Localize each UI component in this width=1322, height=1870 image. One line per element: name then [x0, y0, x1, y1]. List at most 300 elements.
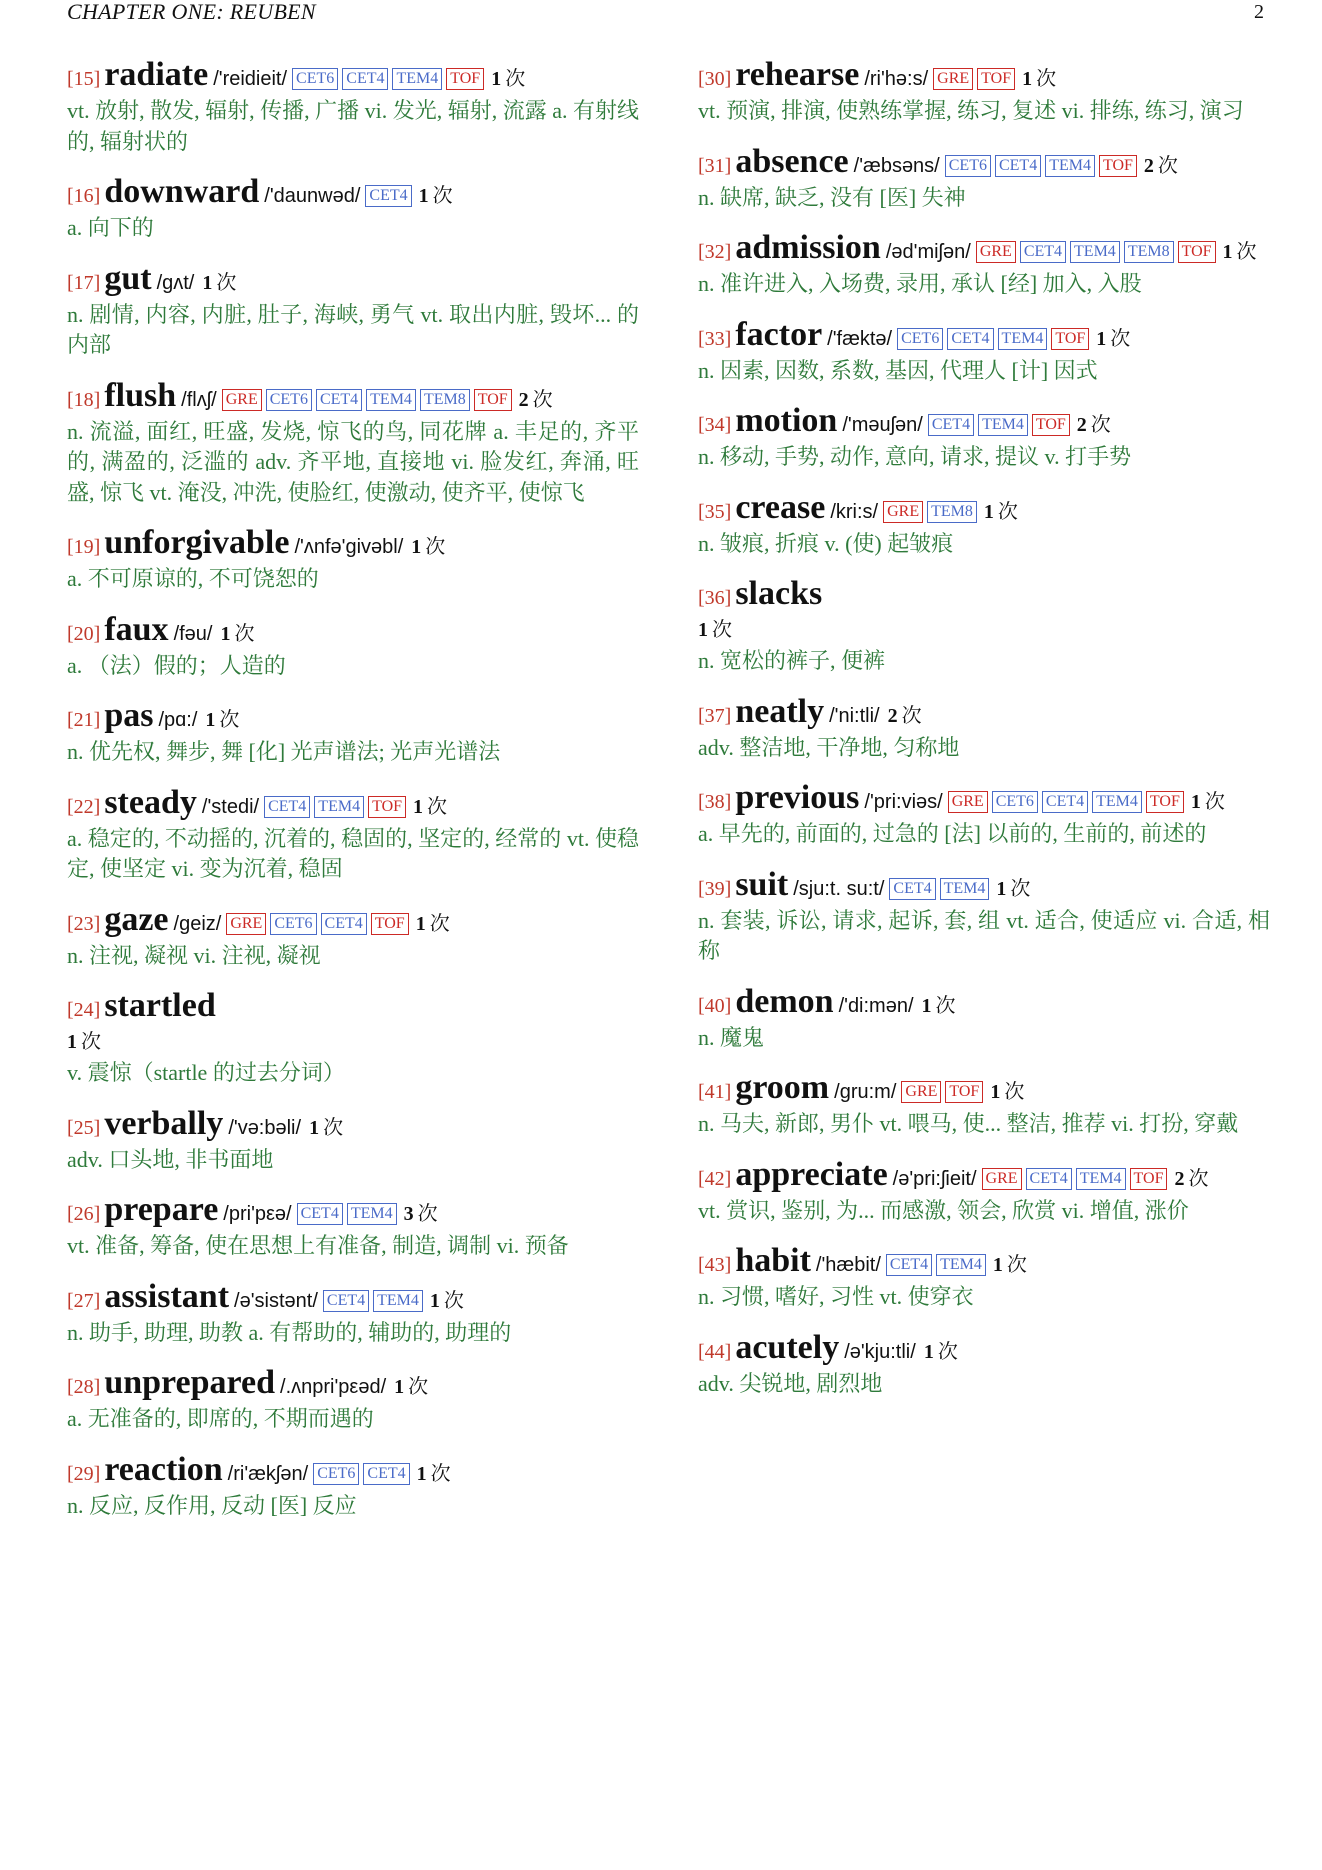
exam-tag-tem4: TEM4 — [978, 414, 1028, 436]
exam-tag-tem4: TEM4 — [373, 1290, 423, 1312]
exam-tag-tem4: TEM4 — [1045, 155, 1095, 177]
exam-tag-tof: TOF — [1032, 414, 1070, 436]
exam-tag-cet4: CET4 — [363, 1463, 409, 1485]
phonetic: /'fæktə/ — [827, 327, 893, 350]
occurrence-count — [394, 1376, 428, 1398]
headword: faux — [104, 610, 169, 648]
occurrence-count — [404, 1203, 438, 1225]
phonetic: /geiz/ — [173, 912, 222, 935]
count-unit: 次 — [81, 1031, 101, 1053]
definition: vt. 预演, 排演, 使熟练掌握, 练习, 复述 vi. 排练, 练习, 演习 — [698, 98, 1244, 123]
exam-tag-gre: GRE — [982, 1168, 1022, 1190]
entry-index: [27] — [67, 1289, 101, 1312]
occurrence-count — [309, 1117, 343, 1139]
definition: n. 缺席, 缺乏, 没有 [医] 失神 — [698, 184, 966, 210]
phonetic: /pɑ:/ — [158, 709, 198, 731]
entry-headline — [67, 699, 639, 737]
vocab-entry — [698, 982, 1270, 1054]
entry-headline — [698, 865, 1270, 906]
headword: suit — [735, 865, 789, 903]
definition: adv. 尖锐地, 剧烈地 — [698, 1370, 883, 1396]
entry-index: [42] — [698, 1167, 732, 1190]
count-unit: 次 — [1010, 877, 1031, 900]
definition: n. 套装, 诉讼, 请求, 起诉, 套, 组 vt. 适合, 使适应 vi. 合适, 相称 — [698, 907, 1270, 963]
vocab-entry — [67, 1366, 639, 1435]
headword: startled — [104, 987, 216, 1024]
definition: a. 不可原谅的, 不可饶恕的 — [67, 566, 319, 591]
headword: prepare — [104, 1191, 219, 1228]
exam-tag-cet4: CET4 — [928, 414, 974, 436]
exam-tag-tof: TOF — [1146, 791, 1184, 813]
exam-tag-tem4: TEM4 — [347, 1203, 397, 1225]
vocab-entry — [67, 783, 639, 885]
count-number: 1 — [990, 1081, 1001, 1103]
exam-tag-cet4: CET4 — [365, 185, 411, 207]
count-unit: 次 — [1204, 791, 1225, 813]
count-number: 1 — [418, 185, 429, 207]
count-number: 1 — [309, 1116, 320, 1139]
phonetic: /'və:bəli/ — [228, 1116, 302, 1139]
occurrence-count — [220, 623, 254, 645]
phonetic: /sju:t. su:t/ — [793, 877, 885, 900]
phonetic: /flʌʃ/ — [181, 388, 217, 411]
count-unit: 次 — [1110, 327, 1131, 350]
phonetic: /'æbsəns/ — [853, 154, 940, 177]
definition: n. 助手, 助理, 助教 a. 有帮助的, 辅助的, 助理的 — [67, 1319, 512, 1345]
count-number: 1 — [1096, 327, 1107, 350]
count-number: 2 — [1143, 154, 1154, 177]
count-number: 1 — [394, 1376, 405, 1398]
definition: vt. 赏识, 鉴别, 为... 而感激, 领会, 欣赏 vi. 增值, 涨价 — [698, 1197, 1189, 1223]
vocab-entry — [67, 900, 639, 972]
entry-index: [29] — [67, 1462, 101, 1485]
entry-index: [17] — [67, 271, 101, 294]
headword: admission — [735, 229, 881, 266]
occurrence-count — [984, 501, 1018, 523]
entry-headline — [698, 1328, 1270, 1369]
definition: n. 习惯, 嗜好, 习性 vt. 使穿衣 — [698, 1284, 974, 1309]
count-unit: 次 — [712, 619, 732, 641]
headword: gut — [104, 259, 152, 297]
definition: a. 早先的, 前面的, 过急的 [法] 以前的, 生前的, 前述的 — [698, 821, 1207, 846]
headword: assistant — [104, 1277, 230, 1315]
definition: n. 剧情, 内容, 内脏, 肚子, 海峡, 勇气 vt. 取出内脏, 毁坏... 的内部 — [67, 301, 639, 357]
exam-tag-cet4: CET4 — [323, 1290, 369, 1312]
entry-index: [33] — [698, 327, 732, 350]
exam-tag-tem4: TEM4 — [998, 328, 1048, 350]
count-unit: 次 — [323, 1116, 344, 1139]
vocab-entry — [67, 175, 639, 244]
count-number: 2 — [887, 704, 898, 727]
occurrence-count — [922, 995, 956, 1017]
definition: a. （法）假的；人造的 — [67, 652, 286, 678]
entry-headline — [698, 577, 1270, 646]
phonetic: /kri:s/ — [830, 500, 879, 523]
vocab-entry — [698, 315, 1270, 387]
count-unit: 次 — [1188, 1167, 1209, 1190]
headword: demon — [735, 982, 834, 1020]
vocab-entry — [698, 404, 1270, 473]
definition: n. 流溢, 面红, 旺盛, 发烧, 惊飞的鸟, 同花牌 a. 丰足的, 齐平的, 满盈的, 泛滥的 adv. 齐平地, 直接地 vi. 脸发红, 奔涌, 旺盛, 惊飞 vt. 淹没, 冲洗, 使脸红, 使激动, 使齐平, 使惊飞 — [67, 418, 639, 505]
phonetic: /ri'ækʃən/ — [227, 1462, 309, 1485]
entry-index: [30] — [698, 68, 732, 90]
headword: gaze — [104, 900, 169, 938]
vocab-entry — [698, 577, 1270, 677]
phonetic: /fəu/ — [173, 622, 213, 645]
exam-tag-cet4: CET4 — [947, 328, 993, 350]
phonetic: /əd'miʃən/ — [885, 241, 971, 263]
vocab-entry — [698, 1155, 1270, 1227]
occurrence-count — [419, 185, 453, 207]
headword: slacks — [735, 575, 823, 612]
count-number: 1 — [698, 619, 708, 641]
vocab-entry — [67, 376, 639, 509]
phonetic: /pri'pεə/ — [223, 1203, 292, 1225]
exam-tag-cet6: CET6 — [992, 791, 1038, 813]
occurrence-count — [924, 1341, 958, 1363]
headword: rehearse — [735, 56, 860, 93]
entry-index: [20] — [67, 622, 101, 645]
headword: reaction — [104, 1450, 223, 1488]
count-unit: 次 — [1090, 414, 1111, 436]
definition: n. 反应, 反作用, 反动 [医] 反应 — [67, 1492, 357, 1518]
definition: n. 宽松的裤子, 便裤 — [698, 648, 886, 673]
occurrence-count — [205, 709, 239, 731]
count-unit: 次 — [901, 704, 922, 727]
exam-tag-tof: TOF — [371, 913, 409, 935]
entry-index: [36] — [698, 587, 732, 609]
headword: motion — [735, 402, 838, 439]
definition: v. 震惊（startle 的过去分词） — [67, 1060, 345, 1085]
headword: habit — [735, 1242, 811, 1279]
headword: absence — [735, 142, 849, 180]
count-unit: 次 — [219, 709, 240, 731]
vocab-entry — [698, 692, 1270, 764]
entry-headline — [698, 58, 1270, 96]
headword: downward — [104, 173, 260, 210]
entry-headline — [698, 404, 1270, 442]
entry-headline — [698, 315, 1270, 356]
entry-index: [39] — [698, 877, 732, 900]
count-unit: 次 — [532, 388, 553, 411]
entry-headline — [67, 1450, 639, 1491]
headword: unforgivable — [104, 524, 290, 561]
headword: pas — [104, 697, 154, 734]
phonetic: /'hæbit/ — [815, 1254, 881, 1276]
entry-headline — [67, 1104, 639, 1145]
count-number: 3 — [403, 1203, 414, 1225]
entry-headline — [698, 488, 1270, 529]
exam-tag-tem4: TEM4 — [1070, 241, 1120, 263]
occurrence-count — [1144, 155, 1178, 177]
entry-index: [18] — [67, 388, 101, 411]
exam-tag-cet4: CET4 — [342, 68, 388, 90]
entry-index: [26] — [67, 1203, 101, 1225]
entry-headline — [67, 526, 639, 564]
exam-tag-cet4: CET4 — [995, 155, 1041, 177]
headword: factor — [735, 315, 823, 353]
exam-tag-cet6: CET6 — [313, 1463, 359, 1485]
occurrence-count — [990, 1081, 1024, 1103]
entry-index: [35] — [698, 500, 732, 523]
entry-headline — [698, 231, 1270, 269]
definition: adv. 整洁地, 干净地, 匀称地 — [698, 734, 960, 760]
count-number: 1 — [429, 1289, 440, 1312]
occurrence-count — [996, 878, 1030, 900]
entry-headline — [67, 1193, 639, 1231]
headword: steady — [104, 783, 197, 821]
phonetic: /ri'hə:s/ — [864, 68, 929, 90]
entry-headline — [67, 58, 639, 96]
definition: adv. 口头地, 非书面地 — [67, 1146, 274, 1172]
exam-tag-tof: TOF — [1130, 1168, 1168, 1190]
phonetic: /gru:m/ — [834, 1081, 897, 1103]
phonetic: /'məuʃən/ — [842, 414, 923, 436]
occurrence-count — [491, 68, 525, 90]
occurrence-count — [698, 615, 1270, 646]
headword: flush — [104, 376, 177, 414]
entry-index: [23] — [67, 912, 101, 935]
count-number: 2 — [1076, 414, 1087, 436]
entry-headline — [67, 376, 639, 417]
headword: crease — [735, 488, 826, 526]
occurrence-count — [1077, 414, 1111, 436]
vocab-entry — [67, 1277, 639, 1349]
entry-index: [22] — [67, 795, 101, 818]
entry-headline — [698, 692, 1270, 733]
exam-tag-tof: TOF — [368, 796, 406, 818]
phonetic: /ə'pri:ʃieit/ — [892, 1167, 977, 1190]
entry-headline — [698, 1071, 1270, 1109]
entry-index: [38] — [698, 791, 732, 813]
entry-index: [31] — [698, 154, 732, 177]
exam-tag-cet6: CET6 — [945, 155, 991, 177]
vocab-entry — [698, 231, 1270, 300]
count-unit: 次 — [935, 994, 956, 1017]
occurrence-count — [202, 272, 236, 294]
entry-headline — [67, 610, 639, 651]
headword: neatly — [735, 692, 825, 730]
count-number: 1 — [205, 709, 216, 731]
count-number: 1 — [415, 912, 426, 935]
vocab-entry — [67, 526, 639, 595]
occurrence-count — [67, 1027, 639, 1058]
count-number: 1 — [491, 68, 502, 90]
count-unit: 次 — [1036, 68, 1057, 90]
phonetic: /'reidieit/ — [213, 68, 288, 90]
entry-column — [67, 58, 639, 1539]
entry-index: [43] — [698, 1254, 732, 1276]
count-number: 1 — [923, 1340, 934, 1363]
phonetic: /'ni:tli/ — [829, 704, 880, 727]
vocab-entry — [67, 989, 639, 1089]
entry-index: [44] — [698, 1340, 732, 1363]
entry-headline — [67, 175, 639, 213]
exam-tag-cet6: CET6 — [897, 328, 943, 350]
count-unit: 次 — [1236, 241, 1257, 263]
exam-tag-cet4: CET4 — [297, 1203, 343, 1225]
phonetic: /'ʌnfə'givəbl/ — [294, 536, 404, 558]
count-number: 1 — [202, 271, 213, 294]
exam-tag-tof: TOF — [446, 68, 484, 90]
phonetic: /'pri:viəs/ — [864, 791, 943, 813]
vocab-entry — [67, 610, 639, 682]
phonetic: /ə'kju:tli/ — [844, 1340, 916, 1363]
count-unit: 次 — [1006, 1254, 1027, 1276]
entry-headline — [67, 989, 639, 1058]
count-unit: 次 — [1157, 154, 1178, 177]
count-number: 1 — [220, 622, 231, 645]
page-number: 2 — [1254, 1, 1264, 23]
definition: n. 因素, 因数, 系数, 基因, 代理人 [计] 因式 — [698, 357, 1098, 383]
headword: unprepared — [104, 1364, 276, 1401]
vocab-entry — [67, 259, 639, 361]
count-number: 1 — [413, 795, 424, 818]
count-number: 1 — [996, 877, 1007, 900]
count-number: 1 — [1022, 68, 1033, 90]
definition: n. 皱痕, 折痕 v. (使) 起皱痕 — [698, 530, 954, 556]
count-unit: 次 — [216, 271, 237, 294]
exam-tag-tem4: TEM4 — [940, 878, 990, 900]
headword: appreciate — [735, 1155, 888, 1193]
entry-headline — [698, 142, 1270, 183]
definition: a. 稳定的, 不动摇的, 沉着的, 稳固的, 坚定的, 经常的 vt. 使稳定, 使坚定 vi. 变为沉着, 稳固 — [67, 825, 639, 881]
headword: previous — [735, 779, 860, 816]
entry-index: [28] — [67, 1376, 101, 1398]
entry-headline — [67, 783, 639, 824]
exam-tag-gre: GRE — [976, 241, 1016, 263]
exam-tag-gre: GRE — [222, 389, 262, 411]
count-number: 2 — [518, 388, 529, 411]
occurrence-count — [416, 913, 450, 935]
definition: a. 向下的 — [67, 215, 154, 240]
definition: a. 无准备的, 即席的, 不期而遇的 — [67, 1406, 374, 1431]
entry-index: [41] — [698, 1081, 732, 1103]
entry-headline — [698, 1155, 1270, 1196]
vocab-entry — [698, 1244, 1270, 1313]
count-number: 1 — [921, 994, 932, 1017]
entry-index: [19] — [67, 536, 101, 558]
entry-index: [15] — [67, 68, 101, 90]
entry-index: [25] — [67, 1116, 101, 1139]
occurrence-count — [888, 705, 922, 727]
exam-tag-cet4: CET4 — [1042, 791, 1088, 813]
vocab-entry — [698, 142, 1270, 214]
exam-tag-tof: TOF — [945, 1081, 983, 1103]
vocab-entry — [698, 488, 1270, 560]
phonetic: /.ʌnpri'pεəd/ — [280, 1376, 387, 1398]
entry-index: [24] — [67, 999, 101, 1021]
occurrence-count — [1191, 791, 1225, 813]
phonetic: /ə'sistənt/ — [234, 1289, 318, 1312]
entry-headline — [698, 781, 1270, 819]
vocab-entry — [698, 865, 1270, 967]
exam-tag-gre: GRE — [901, 1081, 941, 1103]
exam-tag-cet4: CET4 — [321, 913, 367, 935]
count-number: 2 — [1174, 1167, 1185, 1190]
count-unit: 次 — [937, 1340, 958, 1363]
vocab-entry — [67, 58, 639, 157]
occurrence-count — [1223, 241, 1257, 263]
exam-tag-tem8: TEM8 — [927, 501, 977, 523]
exam-tag-tem8: TEM8 — [1124, 241, 1174, 263]
count-number: 1 — [1190, 791, 1201, 813]
exam-tag-tem4: TEM4 — [392, 68, 442, 90]
vocab-entry — [67, 1193, 639, 1262]
entry-index: [37] — [698, 704, 732, 727]
count-unit: 次 — [505, 68, 526, 90]
exam-tag-cet6: CET6 — [270, 913, 316, 935]
count-unit: 次 — [427, 795, 448, 818]
vocab-entry — [698, 1328, 1270, 1400]
count-unit: 次 — [408, 1376, 429, 1398]
entry-headline — [67, 1277, 639, 1318]
exam-tag-cet4: CET4 — [316, 389, 362, 411]
count-unit: 次 — [429, 912, 450, 935]
entry-headline — [67, 259, 639, 300]
phonetic: /'daunwəd/ — [264, 185, 361, 207]
exam-tag-tem4: TEM4 — [1076, 1168, 1126, 1190]
entry-headline — [67, 900, 639, 941]
count-unit: 次 — [425, 536, 446, 558]
exam-tag-tem4: TEM4 — [936, 1254, 986, 1276]
exam-tag-tem4: TEM4 — [1092, 791, 1142, 813]
exam-tag-tof: TOF — [977, 68, 1015, 90]
definition: n. 准许进入, 入场费, 录用, 承认 [经] 加入, 入股 — [698, 271, 1142, 296]
exam-tag-tem8: TEM8 — [420, 389, 470, 411]
count-unit: 次 — [430, 1462, 451, 1485]
count-number: 1 — [992, 1254, 1003, 1276]
definition: n. 马夫, 新郎, 男仆 vt. 喂马, 使... 整洁, 推荐 vi. 打扮, 穿戴 — [698, 1111, 1239, 1136]
entry-index: [32] — [698, 241, 732, 263]
exam-tag-tof: TOF — [474, 389, 512, 411]
count-unit: 次 — [432, 185, 453, 207]
exam-tag-tem4: TEM4 — [366, 389, 416, 411]
exam-tag-cet4: CET4 — [886, 1254, 932, 1276]
exam-tag-gre: GRE — [948, 791, 988, 813]
occurrence-count — [417, 1463, 451, 1485]
exam-tag-cet4: CET4 — [264, 796, 310, 818]
count-unit: 次 — [997, 500, 1018, 523]
definition: n. 优先权, 舞步, 舞 [化] 光声谱法; 光声光谱法 — [67, 739, 501, 764]
chapter-title: CHAPTER ONE: REUBEN — [67, 0, 316, 24]
occurrence-count — [1096, 328, 1130, 350]
vocab-entry — [67, 699, 639, 768]
count-unit: 次 — [234, 622, 255, 645]
exam-tag-tof: TOF — [1099, 155, 1137, 177]
count-unit: 次 — [443, 1289, 464, 1312]
entry-headline — [698, 982, 1270, 1023]
phonetic: /gʌt/ — [156, 271, 195, 294]
phonetic: /'di:mən/ — [838, 994, 914, 1017]
exam-tag-cet4: CET4 — [1020, 241, 1066, 263]
phonetic: /'stedi/ — [201, 795, 260, 818]
entry-index: [34] — [698, 414, 732, 436]
exam-tag-tof: TOF — [1051, 328, 1089, 350]
headword: acutely — [735, 1328, 840, 1366]
entry-column — [698, 58, 1270, 1417]
entry-index: [16] — [67, 185, 101, 207]
count-number: 1 — [67, 1031, 77, 1053]
entry-headline — [67, 1366, 639, 1404]
count-number: 1 — [411, 536, 422, 558]
headword: radiate — [104, 56, 209, 93]
entry-index: [40] — [698, 994, 732, 1017]
definition: n. 注视, 凝视 vi. 注视, 凝视 — [67, 942, 321, 968]
exam-tag-gre: GRE — [883, 501, 923, 523]
exam-tag-tof: TOF — [1178, 241, 1216, 263]
occurrence-count — [519, 389, 553, 411]
